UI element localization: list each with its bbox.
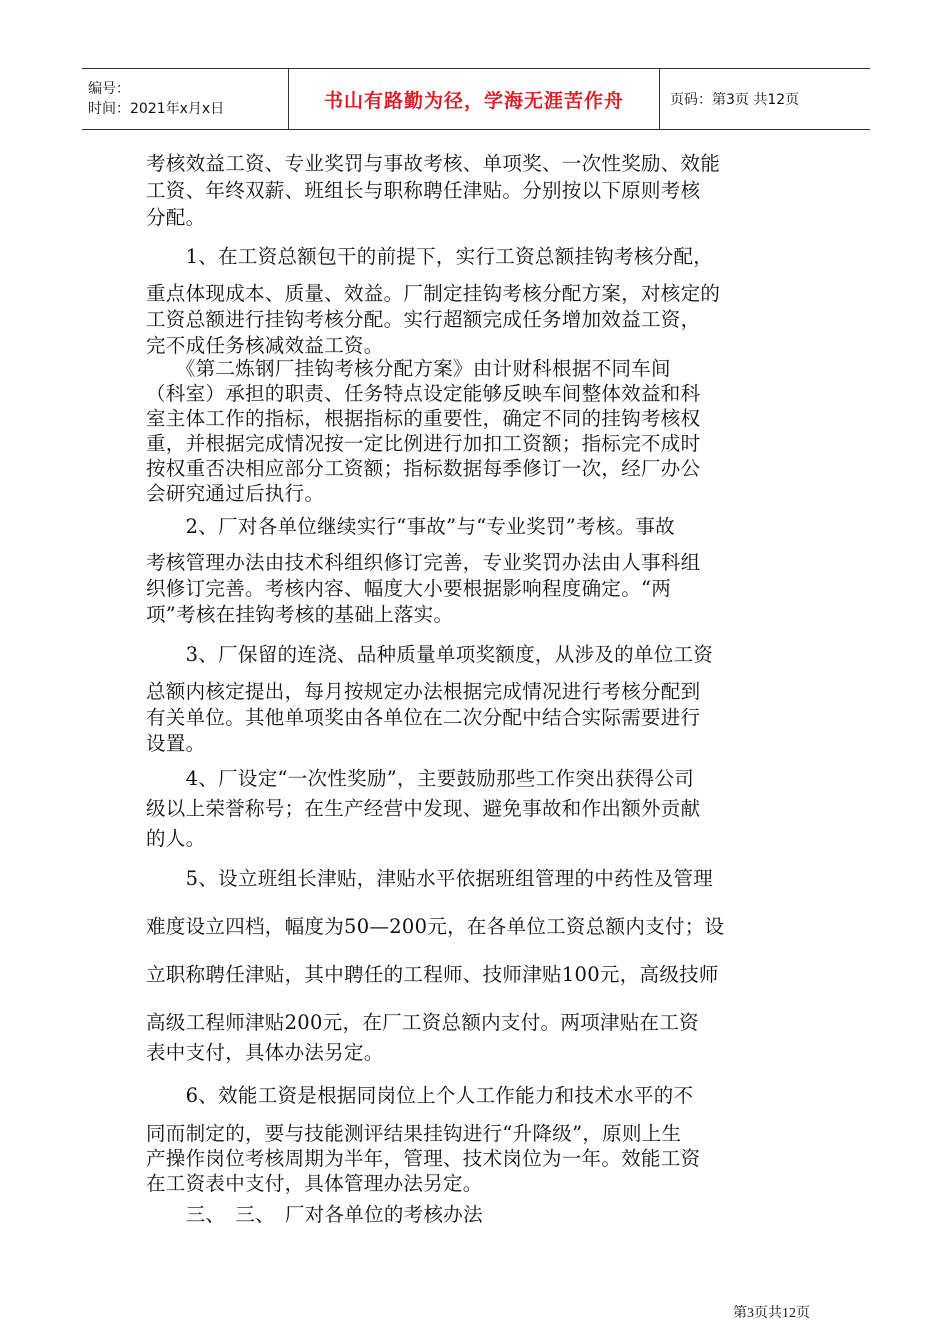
paragraph: 同而制定的，要与技能测评结果挂钩进行“升降级”，原则上生 产操作岗位考核周期为半年，管理、技术岗位为一年。效能工资 在工资表中支付，具体管理办法另定。 <box>146 1122 701 1195</box>
paragraph: 重点体现成本、质量、效益。厂制定挂钩考核分配方案，对核定的 工资总额进行挂钩考核分配。实行超额完成任务增加效益工资， 完不成任务核减效益工资。 <box>146 282 721 357</box>
paragraph: 总额内核定提出，每月按规定办法根据完成情况进行考核分配到 有关单位。其他单项奖由各单位在二次分配中结合实际需要进行 设置。 <box>146 680 701 755</box>
paragraph: 2、厂对各单位继续实行“事故”与“专业奖罚”考核。事故 <box>146 515 675 538</box>
paragraph: 高级工程师津贴200元，在厂工资总额内支付。两项津贴在工资 表中支付，具体办法另定。 <box>146 1011 699 1064</box>
paragraph: 考核效益工资、专业奖罚与事故考核、单项奖、一次性奖励、效能 工资、年终双薪、班组长与职称聘任津贴。分别按以下原则考核 分配。 <box>146 152 721 229</box>
paragraph: 3、厂保留的连浇、品种质量单项奖额度，从涉及的单位工资 <box>146 643 714 666</box>
paragraph: 难度设立四档，幅度为50—200元，在各单位工资总额内支付；设 <box>146 915 725 938</box>
page-header <box>82 68 870 130</box>
paragraph: 1、在工资总额包干的前提下，实行工资总额挂钩考核分配， <box>146 245 714 268</box>
section-heading: 三、 三、 厂对各单位的考核办法 <box>146 1203 483 1226</box>
paragraph: 《第二炼钢厂挂钩考核分配方案》由计财科根据不同车间 （科室）承担的职责、任务特点设定能够反映车间整体效益和科 室主体工作的指标，根据指标的重要性，确定不同的挂钩考核权 重，并根据完成情况按一定比例进行加扣工资额；指标完不成时 按权重否决相应部分工资额；指标数据每季修订一次，经厂办公 会研究通过后执行。 <box>146 357 701 505</box>
paragraph: 立职称聘任津贴，其中聘任的工程师、技师津贴100元，高级技师 <box>146 963 719 986</box>
paragraph: 5、设立班组长津贴，津贴水平依据班组管理的中药性及管理 <box>146 867 714 890</box>
paragraph: 考核管理办法由技术科组织修订完善，专业奖罚办法由人事科组 织修订完善。考核内容、幅度大小要根据影响程度确定。“两 项”考核在挂钩考核的基础上落实。 <box>146 551 701 626</box>
paragraph: 4、厂设定“一次性奖励”，主要鼓励那些工作突出获得公司 级以上荣誉称号；在生产经营中发现、避免事故和作出额外贡献 的人。 <box>146 767 701 850</box>
header-meta <box>82 69 289 129</box>
header-page-code: 页码：第3页 共12页 <box>670 92 800 108</box>
page-footer: 第3页共12页 <box>733 1306 810 1321</box>
paragraph: 6、效能工资是根据同岗位上个人工作能力和技术水平的不 <box>146 1084 694 1107</box>
header-motto: 书山有路勤为径，学海无涯苦作舟 <box>323 89 624 112</box>
doc-number-label: 编号： <box>88 81 130 97</box>
doc-date-label: 时间：2021年x月x日 <box>88 101 225 117</box>
header-motto-cell <box>289 69 660 129</box>
